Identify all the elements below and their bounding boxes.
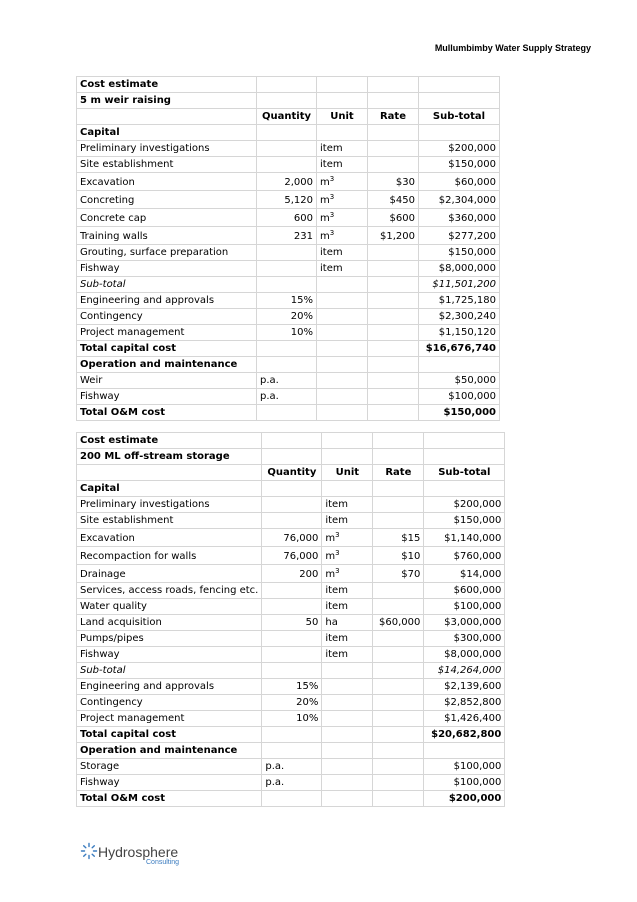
- table-row: [77, 209, 500, 227]
- cost-rows: [77, 481, 505, 807]
- row-quantity: [262, 743, 322, 759]
- row-quantity: [257, 157, 317, 173]
- row-label: Total capital cost: [77, 341, 257, 357]
- row-unit: [317, 245, 368, 261]
- row-quantity: 20%: [257, 309, 317, 325]
- row-quantity: 15%: [257, 293, 317, 309]
- unit-text: m: [325, 551, 336, 562]
- unit-superscript: 3: [335, 531, 340, 539]
- row-label: Excavation: [77, 173, 257, 191]
- row-rate: [373, 727, 424, 743]
- row-unit: [322, 615, 373, 631]
- row-unit: [322, 529, 373, 547]
- table-row: [77, 547, 505, 565]
- row-rate: [373, 679, 424, 695]
- row-unit: [322, 727, 373, 743]
- row-quantity: 10%: [257, 325, 317, 341]
- row-quantity: [262, 497, 322, 513]
- row-rate: [373, 481, 424, 497]
- row-label: Recompaction for walls: [77, 547, 262, 565]
- row-label: Sub-total: [77, 277, 257, 293]
- row-rate: $1,200: [368, 227, 419, 245]
- unit-text: item: [325, 515, 348, 526]
- row-unit: [317, 141, 368, 157]
- row-label: Engineering and approvals: [77, 679, 262, 695]
- row-rate: [373, 631, 424, 647]
- row-label: Concreting: [77, 191, 257, 209]
- table-row: [77, 599, 505, 615]
- row-rate: [373, 513, 424, 529]
- row-subtotal: $100,000: [424, 775, 505, 791]
- row-quantity: 600: [257, 209, 317, 227]
- hydrosphere-logo: [80, 842, 200, 868]
- unit-superscript: 3: [335, 567, 340, 575]
- row-label: Operation and maintenance: [77, 743, 262, 759]
- row-subtotal: $11,501,200: [419, 277, 500, 293]
- row-subtotal: $200,000: [424, 497, 505, 513]
- unit-superscript: 3: [329, 175, 335, 183]
- row-quantity: [262, 791, 322, 807]
- row-rate: [373, 583, 424, 599]
- row-rate: [373, 497, 424, 513]
- table-row: [77, 293, 500, 309]
- row-quantity: 76,000: [262, 529, 322, 547]
- row-unit: [317, 209, 368, 227]
- row-label: Fishway: [77, 775, 262, 791]
- row-label: Grouting, surface preparation: [77, 245, 257, 261]
- row-label: Weir: [77, 373, 257, 389]
- unit-text: item: [325, 585, 348, 596]
- row-subtotal: $8,000,000: [419, 261, 500, 277]
- row-label: Site establishment: [77, 513, 262, 529]
- column-header-subtotal: Sub-total: [419, 109, 500, 125]
- row-unit: [317, 389, 368, 405]
- row-unit: [322, 481, 373, 497]
- row-quantity: [262, 647, 322, 663]
- row-rate: $30: [368, 173, 419, 191]
- row-unit: [322, 599, 373, 615]
- row-rate: $10: [373, 547, 424, 565]
- row-quantity: 231: [257, 227, 317, 245]
- row-label: Fishway: [77, 647, 262, 663]
- row-rate: [368, 277, 419, 293]
- row-unit: [317, 157, 368, 173]
- row-subtotal: [419, 357, 500, 373]
- row-unit: [317, 191, 368, 209]
- unit-superscript: 3: [329, 193, 335, 201]
- row-rate: [373, 647, 424, 663]
- table-row: [77, 245, 500, 261]
- row-rate: [368, 261, 419, 277]
- unit-text: item: [320, 247, 343, 258]
- row-subtotal: $50,000: [419, 373, 500, 389]
- row-subtotal: $14,000: [424, 565, 505, 583]
- table-row: [77, 481, 505, 497]
- unit-text: item: [325, 601, 348, 612]
- row-subtotal: [424, 481, 505, 497]
- row-subtotal: $100,000: [424, 599, 505, 615]
- row-unit: [322, 679, 373, 695]
- column-header-unit: Unit: [317, 109, 368, 125]
- sunburst-icon: [80, 842, 98, 860]
- row-unit: [322, 775, 373, 791]
- unit-text: item: [325, 633, 348, 644]
- row-rate: [368, 293, 419, 309]
- row-label: Drainage: [77, 565, 262, 583]
- row-label: Capital: [77, 481, 262, 497]
- row-rate: [368, 341, 419, 357]
- row-label: Capital: [77, 125, 257, 141]
- row-label: Sub-total: [77, 663, 262, 679]
- row-rate: $60,000: [373, 615, 424, 631]
- row-subtotal: $150,000: [419, 405, 500, 421]
- row-unit: [322, 565, 373, 583]
- logo-subtitle: Consulting: [146, 859, 180, 866]
- unit-text: item: [320, 159, 343, 170]
- row-rate: [373, 743, 424, 759]
- row-subtotal: $300,000: [424, 631, 505, 647]
- row-subtotal: $2,300,240: [419, 309, 500, 325]
- row-label: Concrete cap: [77, 209, 257, 227]
- row-rate: [373, 711, 424, 727]
- row-subtotal: $16,676,740: [419, 341, 500, 357]
- row-rate: [373, 791, 424, 807]
- table-row: [77, 309, 500, 325]
- row-label: Total O&M cost: [77, 405, 257, 421]
- row-label: Fishway: [77, 261, 257, 277]
- table-row: [77, 743, 505, 759]
- row-quantity: 50: [262, 615, 322, 631]
- table-row: [77, 389, 500, 405]
- row-rate: [373, 599, 424, 615]
- row-unit: [317, 125, 368, 141]
- table-row: [77, 615, 505, 631]
- column-header-rate: Rate: [368, 109, 419, 125]
- row-label: Preliminary investigations: [77, 497, 262, 513]
- row-quantity: [257, 357, 317, 373]
- table-row: [77, 405, 500, 421]
- table-row: [77, 141, 500, 157]
- row-quantity: 76,000: [262, 547, 322, 565]
- row-subtotal: $760,000: [424, 547, 505, 565]
- table-title: 200 ML off-stream storage: [77, 449, 262, 465]
- column-header-unit: Unit: [322, 465, 373, 481]
- row-subtotal: $200,000: [419, 141, 500, 157]
- row-rate: [368, 125, 419, 141]
- table-row: [77, 191, 500, 209]
- row-unit: [317, 227, 368, 245]
- row-quantity: [262, 663, 322, 679]
- unit-text: ha: [325, 617, 338, 628]
- table-row: [77, 727, 505, 743]
- row-label: Pumps/pipes: [77, 631, 262, 647]
- row-label: Storage: [77, 759, 262, 775]
- table-row: [77, 565, 505, 583]
- row-label: Fishway: [77, 389, 257, 405]
- row-subtotal: $60,000: [419, 173, 500, 191]
- row-quantity: p.a.: [262, 759, 322, 775]
- document-header-title: Mullumbimby Water Supply Strategy: [434, 43, 591, 53]
- table-row: [77, 791, 505, 807]
- row-unit: [317, 357, 368, 373]
- row-rate: [368, 405, 419, 421]
- table-title: 5 m weir raising: [77, 93, 257, 109]
- column-header-rate: Rate: [373, 465, 424, 481]
- unit-text: m: [320, 177, 330, 188]
- row-label: Total O&M cost: [77, 791, 262, 807]
- row-quantity: p.a.: [257, 389, 317, 405]
- row-quantity: 10%: [262, 711, 322, 727]
- table-row: [77, 663, 505, 679]
- row-label: Project management: [77, 325, 257, 341]
- table-row: [77, 583, 505, 599]
- row-label: Operation and maintenance: [77, 357, 257, 373]
- row-subtotal: $100,000: [424, 759, 505, 775]
- row-subtotal: $1,150,120: [419, 325, 500, 341]
- row-subtotal: $1,426,400: [424, 711, 505, 727]
- table-row: [77, 157, 500, 173]
- row-quantity: [257, 141, 317, 157]
- column-header-quantity: Quantity: [262, 465, 322, 481]
- row-quantity: [262, 631, 322, 647]
- row-quantity: [257, 245, 317, 261]
- row-label: Contingency: [77, 695, 262, 711]
- unit-text: m: [325, 569, 336, 580]
- row-rate: [368, 309, 419, 325]
- row-label: Services, access roads, fencing etc.: [77, 583, 262, 599]
- row-label: Training walls: [77, 227, 257, 245]
- unit-superscript: 3: [329, 211, 335, 219]
- unit-text: item: [320, 263, 343, 274]
- row-rate: [368, 373, 419, 389]
- row-unit: [322, 631, 373, 647]
- table-row: [77, 775, 505, 791]
- unit-text: item: [320, 143, 343, 154]
- row-unit: [322, 647, 373, 663]
- row-unit: [322, 711, 373, 727]
- row-subtotal: $3,000,000: [424, 615, 505, 631]
- row-subtotal: $200,000: [424, 791, 505, 807]
- row-quantity: [257, 341, 317, 357]
- row-quantity: 20%: [262, 695, 322, 711]
- row-subtotal: $150,000: [419, 245, 500, 261]
- row-unit: [317, 405, 368, 421]
- row-quantity: p.a.: [262, 775, 322, 791]
- row-rate: [373, 695, 424, 711]
- row-unit: [317, 293, 368, 309]
- row-subtotal: $2,852,800: [424, 695, 505, 711]
- row-unit: [317, 277, 368, 293]
- row-unit: [317, 309, 368, 325]
- table-heading: Cost estimate: [77, 433, 262, 449]
- row-unit: [322, 583, 373, 599]
- row-subtotal: $150,000: [424, 513, 505, 529]
- row-label: Contingency: [77, 309, 257, 325]
- column-header-subtotal: Sub-total: [424, 465, 505, 481]
- row-label: Excavation: [77, 529, 262, 547]
- row-label: Engineering and approvals: [77, 293, 257, 309]
- row-unit: [322, 695, 373, 711]
- row-quantity: [262, 513, 322, 529]
- row-subtotal: $14,264,000: [424, 663, 505, 679]
- cost-estimate-table-weir: [76, 76, 500, 421]
- table-row: [77, 261, 500, 277]
- row-quantity: 5,120: [257, 191, 317, 209]
- table-row: [77, 341, 500, 357]
- unit-superscript: 3: [335, 549, 340, 557]
- row-rate: [368, 141, 419, 157]
- row-unit: [317, 261, 368, 277]
- row-unit: [322, 497, 373, 513]
- table-row: [77, 325, 500, 341]
- row-subtotal: $8,000,000: [424, 647, 505, 663]
- unit-text: item: [325, 499, 348, 510]
- row-unit: [322, 791, 373, 807]
- table-row: [77, 357, 500, 373]
- row-quantity: [262, 727, 322, 743]
- row-subtotal: $2,139,600: [424, 679, 505, 695]
- row-unit: [322, 743, 373, 759]
- cost-estimate-table-storage: [76, 432, 505, 807]
- row-rate: [368, 245, 419, 261]
- row-rate: $450: [368, 191, 419, 209]
- row-unit: [322, 513, 373, 529]
- unit-superscript: 3: [329, 229, 335, 237]
- row-subtotal: [424, 743, 505, 759]
- column-header-quantity: Quantity: [257, 109, 317, 125]
- unit-text: m: [325, 533, 336, 544]
- row-label: Land acquisition: [77, 615, 262, 631]
- row-subtotal: $100,000: [419, 389, 500, 405]
- row-quantity: [262, 583, 322, 599]
- table-row: [77, 679, 505, 695]
- row-subtotal: $1,725,180: [419, 293, 500, 309]
- table-row: [77, 125, 500, 141]
- table-heading: Cost estimate: [77, 77, 257, 93]
- row-label: Water quality: [77, 599, 262, 615]
- logo-name: Hydrosphere: [98, 844, 179, 860]
- row-rate: [368, 157, 419, 173]
- row-quantity: 2,000: [257, 173, 317, 191]
- row-quantity: p.a.: [257, 373, 317, 389]
- row-subtotal: $20,682,800: [424, 727, 505, 743]
- table-row: [77, 529, 505, 547]
- row-quantity: [262, 481, 322, 497]
- row-label: Total capital cost: [77, 727, 262, 743]
- unit-text: m: [320, 195, 330, 206]
- row-quantity: [257, 277, 317, 293]
- table-row: [77, 647, 505, 663]
- row-subtotal: $600,000: [424, 583, 505, 599]
- row-unit: [322, 663, 373, 679]
- row-quantity: [257, 261, 317, 277]
- row-rate: $15: [373, 529, 424, 547]
- row-rate: [373, 759, 424, 775]
- row-rate: $600: [368, 209, 419, 227]
- row-quantity: 200: [262, 565, 322, 583]
- row-quantity: [262, 599, 322, 615]
- table-row: [77, 227, 500, 245]
- table-row: [77, 711, 505, 727]
- row-unit: [322, 759, 373, 775]
- row-quantity: [257, 125, 317, 141]
- row-label: Project management: [77, 711, 262, 727]
- row-rate: [368, 357, 419, 373]
- row-subtotal: $1,140,000: [424, 529, 505, 547]
- cost-rows: [77, 125, 500, 421]
- row-label: Site establishment: [77, 157, 257, 173]
- row-rate: [373, 663, 424, 679]
- row-subtotal: $277,200: [419, 227, 500, 245]
- table-row: [77, 173, 500, 191]
- table-row: [77, 759, 505, 775]
- row-unit: [317, 373, 368, 389]
- row-unit: [317, 325, 368, 341]
- row-quantity: [257, 405, 317, 421]
- row-rate: [373, 775, 424, 791]
- row-subtotal: $2,304,000: [419, 191, 500, 209]
- unit-text: item: [325, 649, 348, 660]
- table-row: [77, 373, 500, 389]
- unit-text: m: [320, 231, 330, 242]
- row-subtotal: [419, 125, 500, 141]
- table-row: [77, 631, 505, 647]
- row-rate: $70: [373, 565, 424, 583]
- row-rate: [368, 389, 419, 405]
- table-row: [77, 695, 505, 711]
- table-row: [77, 497, 505, 513]
- row-unit: [317, 173, 368, 191]
- row-quantity: 15%: [262, 679, 322, 695]
- table-row: [77, 277, 500, 293]
- table-row: [77, 513, 505, 529]
- row-unit: [322, 547, 373, 565]
- row-subtotal: $360,000: [419, 209, 500, 227]
- row-label: Preliminary investigations: [77, 141, 257, 157]
- row-unit: [317, 341, 368, 357]
- row-subtotal: $150,000: [419, 157, 500, 173]
- unit-text: m: [320, 213, 330, 224]
- row-rate: [368, 325, 419, 341]
